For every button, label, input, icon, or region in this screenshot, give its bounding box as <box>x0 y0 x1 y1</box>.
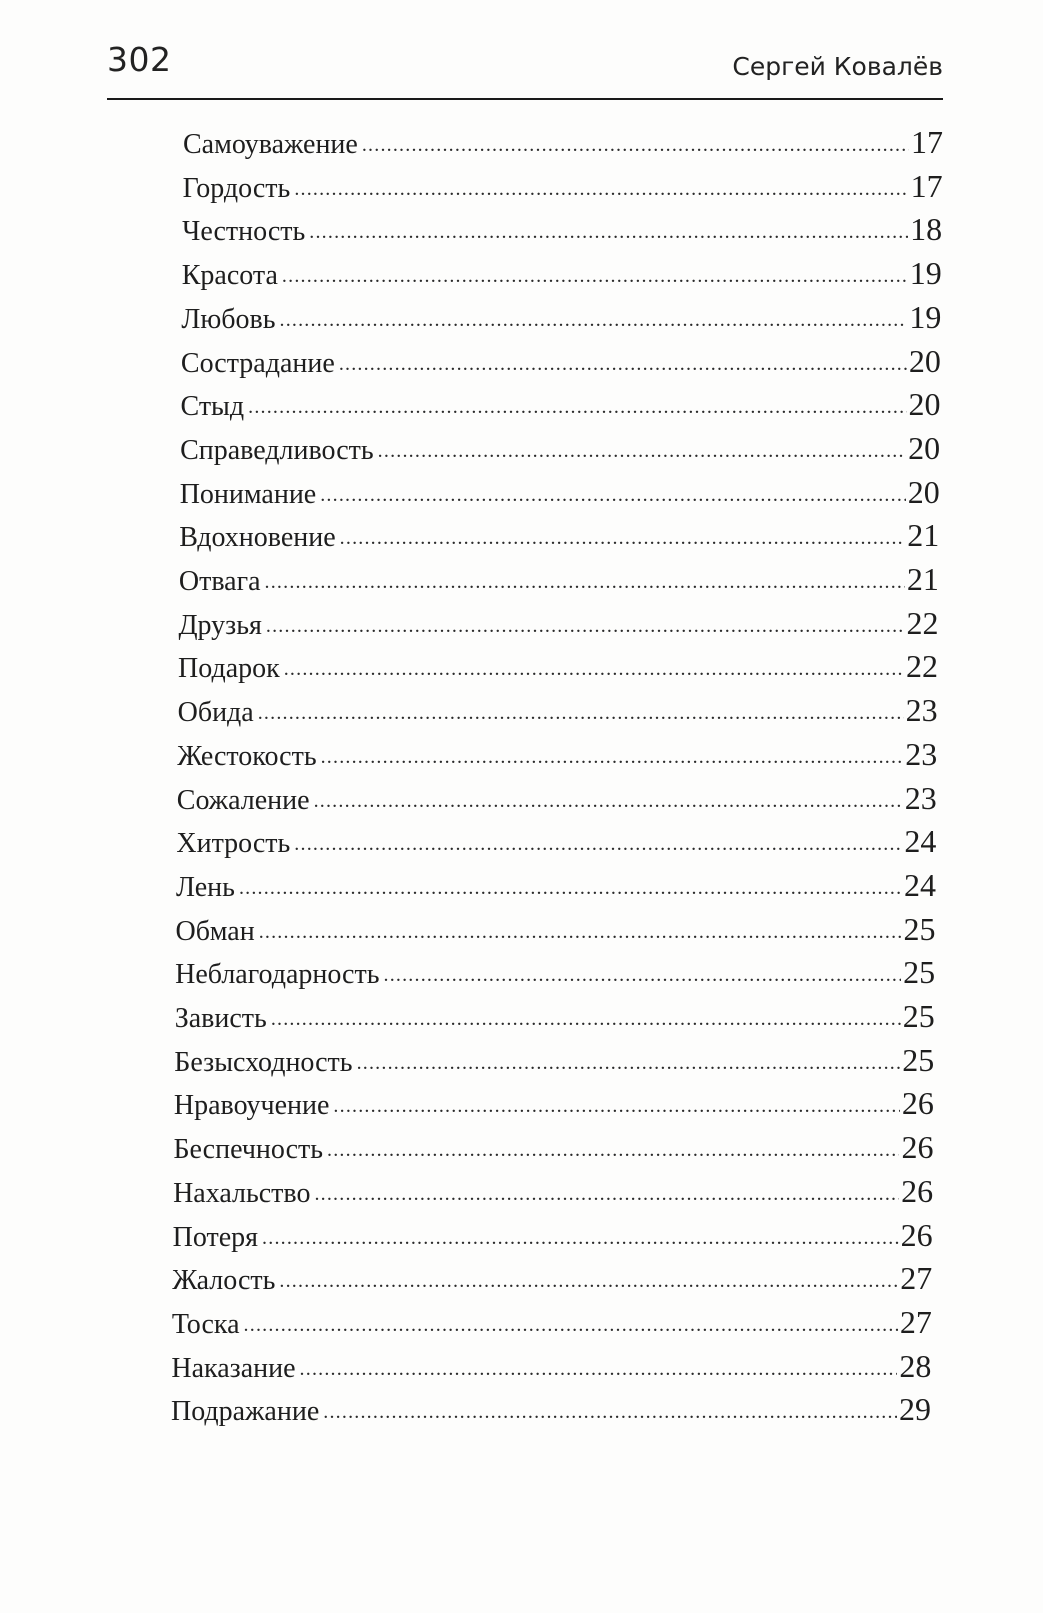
toc-entry-title: Безысходность <box>174 1046 353 1078</box>
toc-entry-page-number: 26 <box>901 1085 934 1122</box>
toc-entry-page-number: 24 <box>904 823 937 860</box>
toc-dot-leader <box>239 878 902 898</box>
toc-entry-title: Наказание <box>171 1352 296 1384</box>
toc-dot-leader <box>294 834 902 854</box>
toc-entry <box>179 561 939 601</box>
toc-entry-title: Сострадание <box>180 347 335 379</box>
toc-entry-title: Отвага <box>178 566 261 597</box>
toc-dot-leader <box>244 1315 898 1335</box>
toc-dot-leader <box>357 1053 901 1073</box>
toc-entry <box>176 867 936 907</box>
toc-entry-title: Честность <box>182 216 306 248</box>
toc-entry-title: Жестокость <box>177 740 317 772</box>
toc-entry-page-number: 25 <box>902 998 935 1034</box>
toc-entry-page-number: 23 <box>905 692 938 729</box>
toc-entry-page-number: 29 <box>899 1391 931 1428</box>
toc-entry-title: Зависть <box>174 1003 267 1034</box>
toc-dot-leader <box>340 528 906 548</box>
toc-entry <box>173 1173 933 1213</box>
toc-entry <box>171 1348 931 1388</box>
toc-entry-title: Гордость <box>182 172 291 204</box>
toc-entry-page-number: 25 <box>903 954 936 991</box>
toc-entry-title: Стыд <box>180 391 245 423</box>
toc-entry-page-number: 21 <box>906 561 939 597</box>
toc-entry-page-number: 26 <box>900 1216 933 1253</box>
toc-entry-page-number: 20 <box>908 342 941 379</box>
toc-dot-leader <box>309 222 908 242</box>
toc-entry-title: Любовь <box>181 303 276 335</box>
toc-dot-leader <box>259 922 902 942</box>
toc-entry-page-number: 21 <box>907 517 940 554</box>
toc-dot-leader <box>321 747 904 767</box>
toc-entry-page-number: 22 <box>906 648 939 685</box>
toc-dot-leader <box>378 441 906 461</box>
toc-entry-page-number: 17 <box>911 124 943 160</box>
toc-entry-page-number: 23 <box>904 779 937 816</box>
page-number: 302 <box>107 40 172 79</box>
toc-entry-title: Красота <box>181 260 278 292</box>
toc-entry-page-number: 18 <box>910 211 943 248</box>
toc-entry-page-number: 19 <box>909 298 942 335</box>
toc-entry <box>180 430 940 470</box>
toc-entry-title: Нахальство <box>173 1177 311 1209</box>
toc-entry <box>178 605 938 645</box>
toc-entry <box>182 211 942 251</box>
toc-entry-page-number: 23 <box>905 735 938 772</box>
toc-entry <box>181 386 941 426</box>
toc-dot-leader <box>248 397 906 417</box>
toc-dot-leader <box>265 572 905 592</box>
toc-entry <box>181 299 941 339</box>
toc-dot-leader <box>320 485 905 505</box>
toc-dot-leader <box>282 266 908 286</box>
toc-entry-title: Беспечность <box>173 1134 324 1166</box>
author-name: Сергей Ковалёв <box>732 52 943 81</box>
toc-dot-leader <box>280 310 908 330</box>
toc-entry <box>183 124 943 164</box>
toc-entry-page-number: 20 <box>908 386 941 423</box>
toc-entry <box>178 648 938 688</box>
toc-entry <box>181 343 941 383</box>
toc-entry <box>182 255 942 295</box>
toc-entry-title: Подарок <box>178 653 280 685</box>
toc-dot-leader <box>266 616 905 636</box>
toc-dot-leader <box>314 1184 899 1204</box>
toc-dot-leader <box>271 1009 901 1029</box>
toc-dot-leader <box>262 1228 899 1248</box>
toc-entry <box>177 736 937 776</box>
toc-entry-title: Нравоучение <box>173 1090 330 1122</box>
toc-entry <box>173 1217 933 1257</box>
toc-entry-title: Подражание <box>171 1396 320 1428</box>
toc-entry-page-number: 17 <box>910 167 943 204</box>
toc-entry <box>179 517 939 557</box>
toc-entry-page-number: 19 <box>909 255 942 292</box>
toc-entry-page-number: 27 <box>899 1303 932 1340</box>
toc-entry-title: Потеря <box>172 1221 259 1253</box>
toc-entry <box>174 1085 934 1125</box>
toc-dot-leader <box>339 354 907 374</box>
toc-entry-page-number: 25 <box>902 1041 935 1078</box>
toc-entry-page-number: 28 <box>899 1347 932 1384</box>
toc-dot-leader <box>362 135 909 155</box>
toc-entry-title: Обман <box>175 915 255 947</box>
toc-dot-leader <box>284 659 904 679</box>
toc-entry <box>177 780 937 820</box>
toc-entry <box>176 823 936 863</box>
toc-entry-title: Самоуважение <box>183 129 358 160</box>
toc-entry <box>171 1391 931 1431</box>
toc-dot-leader <box>323 1402 897 1422</box>
toc-entry-title: Тоска <box>171 1308 240 1340</box>
toc-dot-leader <box>327 1140 899 1160</box>
toc-entry-title: Хитрость <box>176 828 291 860</box>
toc-dot-leader <box>279 1271 898 1291</box>
toc-entry <box>174 1042 934 1082</box>
toc-entry <box>178 692 938 732</box>
toc-entry-page-number: 20 <box>907 473 940 510</box>
toc-entry <box>175 998 935 1038</box>
toc-entry-page-number: 22 <box>906 604 939 641</box>
toc-dot-leader <box>294 179 908 199</box>
toc-dot-leader <box>333 1096 899 1116</box>
toc-entry-page-number: 24 <box>903 866 936 903</box>
toc-entry-page-number: 27 <box>900 1260 933 1297</box>
toc-dot-leader <box>314 791 903 811</box>
toc-entry-title: Вдохновение <box>179 522 336 554</box>
toc-entry <box>172 1260 932 1300</box>
toc-dot-leader <box>384 965 902 985</box>
toc-entry-page-number: 26 <box>901 1172 934 1209</box>
toc-entry-title: Сожаление <box>176 784 310 816</box>
toc-entry <box>172 1304 932 1344</box>
toc-entry <box>173 1129 933 1169</box>
toc-entry-page-number: 26 <box>901 1129 934 1166</box>
toc-entry-page-number: 20 <box>908 429 941 466</box>
toc-entry-title: Лень <box>175 871 235 903</box>
toc-dot-leader <box>258 703 904 723</box>
toc-entry <box>175 954 935 994</box>
toc-entry-title: Обида <box>177 697 254 729</box>
toc-entry-title: Понимание <box>179 478 317 510</box>
toc-entry <box>176 911 936 951</box>
toc-entry <box>183 168 943 208</box>
toc-entry-title: Справедливость <box>180 434 374 466</box>
toc-dot-leader <box>300 1359 898 1379</box>
toc-entry <box>180 474 940 514</box>
toc-entry-title: Друзья <box>178 609 262 641</box>
toc-entry-title: Неблагодарность <box>175 959 380 991</box>
toc-entry-title: Жалость <box>172 1265 276 1297</box>
toc-entry-page-number: 25 <box>903 910 936 947</box>
